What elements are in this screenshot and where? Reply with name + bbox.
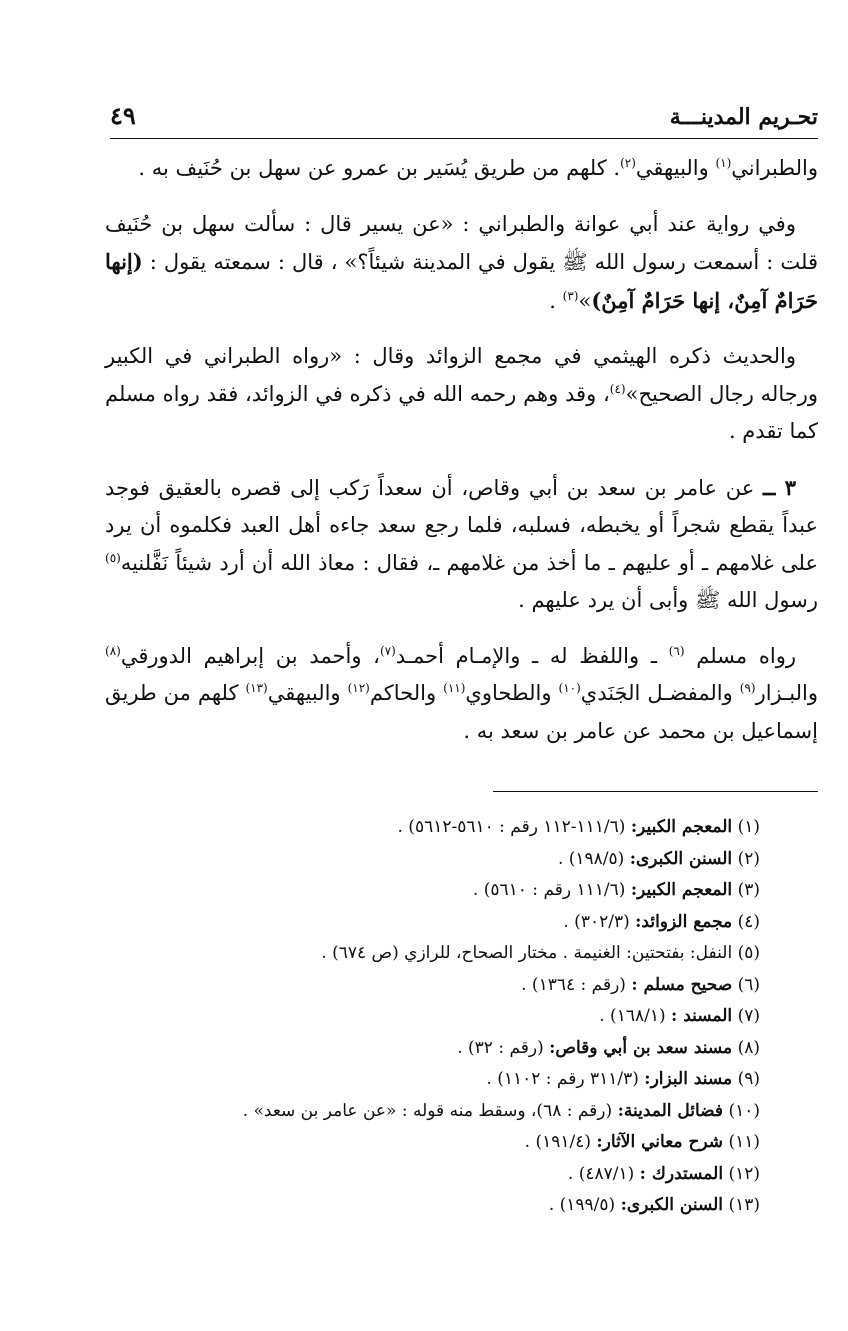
paragraph-2: وفي رواية عند أبي عوانة والطبراني : «عن يسير قال : سألت سهل بن حُنَيف قلت : أسمعت رسول الله ﷺ يقول في المدينة شيئاً؟» ، قال : سمعته يقول : (إنها حَرَامٌ آمِنٌ، إنها حَرَامٌ آمِنٌ)»$^{(٣)}$ . (105, 211, 818, 313)
footnote-item: (٨) مسند سعد بن أبي وقاص: (رقم : ٣٢) . (457, 1037, 760, 1058)
running-title: تحـريم المدينـــة (669, 104, 818, 130)
footnotes (110, 812, 760, 1222)
paragraph-4: ٣ ــ عن عامر بن سعد بن أبي وقاص، أن سعداً رَكب إلى قصره بالعقيق فوجد عبداً يقطع شجراً أو يخبطه، فسلبه، فلما رجع سعد جاءه أهل العبد فكلموه أن يرد على غلامهم ـ أو عليهم ـ ما أخذ من غلامهم ـ، فقال : معاذ الله أن أرد شيئاً نَفَّلنيه$^{(٥)}$ رسول الله ﷺ وأبى أن يرد عليهم . (105, 474, 818, 612)
hadith-quote: (إنها حَرَامٌ آمِنٌ، إنها حَرَامٌ آمِنٌ) (105, 249, 818, 313)
footnote-item: (٩) مسند البزار: (٣١١/٣ رقم : ١١٠٢) . (486, 1069, 760, 1089)
footnote-item: (٦) صحيح مسلم : (رقم : ١٣٦٤) . (521, 974, 760, 995)
footnote-separator (493, 791, 818, 792)
footnote-ref[interactable]: (٤) (609, 381, 626, 396)
footnote-ref[interactable]: (٨) (105, 643, 121, 658)
footnote-ref[interactable]: (١٠) (558, 681, 581, 695)
hadith-number: ٣ ــ (763, 474, 796, 500)
page-number: ٤٩ (110, 101, 136, 130)
footnote-item: (١٢) المستدرك : (٤٨٧/١) . (567, 1163, 760, 1184)
footnote-ref[interactable]: (١) (715, 156, 732, 170)
footnote-ref[interactable]: (٥) (105, 550, 121, 565)
footnote-item: (٤) مجمع الزوائد: (٣٠٢/٣) . (563, 911, 760, 932)
footnote-item: (١١) شرح معاني الآثار: (١٩١/٤) . (524, 1132, 760, 1152)
footnote-ref[interactable]: (١١) (443, 681, 466, 695)
paragraph-1: والطبراني$^{(١)}$ والبيهقي$^{(٢)}$. كلهم من طريق يُسَير بن عمرو عن سهل بن حُنَيف به . (138, 156, 818, 180)
paragraph-5: رواه مسلم $^{(٦)}$ ـ واللفظ له ـ والإمـام أحمـد$^{(٧)}$، وأحمد بن إبراهيم الدورقي$^{(٨)}$ والبـزار$^{(٩)}$ والمفضـل الجَنَدي$^{(١٠)}$ والطحاوي$^{(١١)}$ والحاكم$^{(١٢)}$ والبيهقي$^{(١٣)}$ كلهم من طريق إسماعيل بن محمد عن عامر بن سعد به . (105, 643, 819, 743)
main-text (105, 150, 818, 768)
footnote-ref[interactable]: (١٣) (245, 681, 268, 695)
running-header (110, 86, 818, 130)
footnote-ref[interactable]: (٢) (620, 156, 636, 170)
footnote-item: (٧) المسند : (١٦٨/١) . (599, 1006, 760, 1026)
paragraph-3: والحديث ذكره الهيثمي في مجمع الزوائد وقال : «رواه الطبراني في الكبير ورجاله رجال الصحيح»$^{(٤)}$، وقد وهم رحمه الله في ذكره في الزوائد، فقد رواه مسلم كما تقدم . (105, 344, 818, 443)
footnote-ref[interactable]: (٧) (379, 643, 396, 658)
footnote-ref[interactable]: (٩) (739, 681, 756, 695)
footnote-ref[interactable]: (٣) (562, 288, 579, 303)
footnote-ref[interactable]: (١٢) (347, 681, 370, 695)
footnote-ref[interactable]: (٦) (668, 643, 685, 658)
footnote-item: (١٠) فضائل المدينة: (رقم : ٦٨)، وسقط منه قوله : «عن عامر بن سعد» . (242, 1100, 760, 1121)
footnote-item: (١) المعجم الكبير: (١١١/٦-١١٢ رقم : ٥٦١٠-٥٦١٢) . (397, 817, 760, 837)
footnote-item: (٥) النفل: بفتحتين: الغنيمة . مختار الصحاح، للرازي (ص ٦٧٤) . (321, 943, 760, 963)
footnote-item: (٣) المعجم الكبير: (١١١/٦ رقم : ٥٦١٠) . (472, 880, 760, 900)
footnote-item: (٢) السنن الكبرى: (١٩٨/٥) . (557, 848, 760, 869)
footnote-item: (١٣) السنن الكبرى: (١٩٩/٥) . (548, 1195, 760, 1215)
header-rule (110, 138, 818, 139)
